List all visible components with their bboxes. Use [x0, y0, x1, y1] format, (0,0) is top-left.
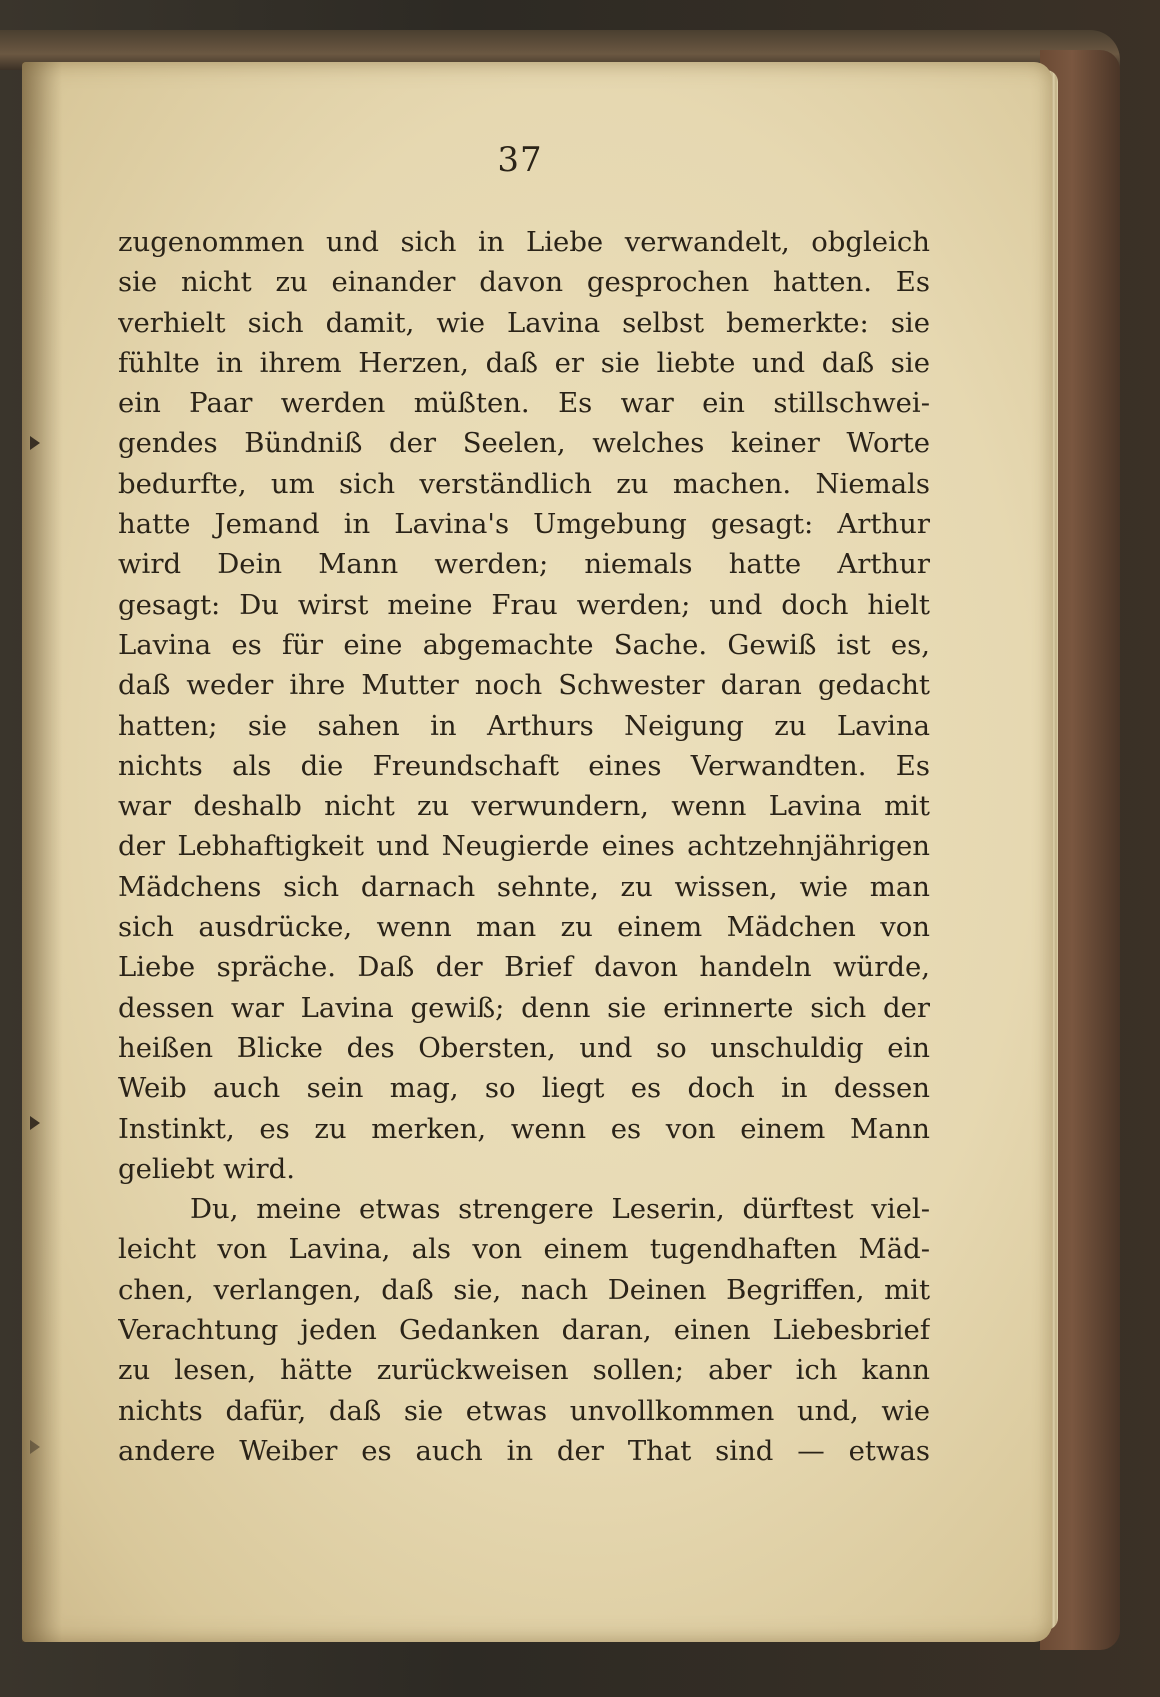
text-line: dessen war Lavina gewiß; denn sie erinnerte sich der	[118, 991, 930, 1024]
text-line: Weib auch sein mag, so liegt es doch in dessen	[118, 1072, 930, 1105]
text-line: chen, verlangen, daß sie, nach Deinen Begriffen, mit	[118, 1273, 930, 1306]
text-line: hatte Jemand in Lavina's Umgebung gesagt: Arthur	[118, 508, 930, 541]
text-line: sich ausdrücke, wenn man zu einem Mädchen von	[118, 911, 930, 944]
text-line: zu lesen, hätte zurückweisen sollen; aber ich kann	[118, 1354, 930, 1387]
text-line: bedurfte, um sich verständlich zu machen. Niemals	[118, 467, 930, 500]
margin-arrow-mark	[30, 1116, 40, 1130]
page-number: 37	[497, 140, 543, 180]
margin-arrow-mark	[30, 436, 40, 450]
text-line: Lavina es für eine abgemachte Sache. Gewiß ist es,	[118, 628, 930, 661]
text-line: verhielt sich damit, wie Lavina selbst bemerkte: sie	[118, 306, 930, 339]
text-line: gesagt: Du wirst meine Frau werden; und doch hielt	[118, 588, 930, 621]
text-line: der Lebhaftigkeit und Neugierde eines achtzehnjährigen	[118, 830, 930, 863]
body-text	[118, 222, 930, 1471]
margin-arrow-mark	[30, 1440, 40, 1454]
gutter-shadow	[22, 62, 62, 1642]
text-line: gendes Bündniß der Seelen, welches keiner Worte	[118, 427, 930, 460]
text-line: ein Paar werden müßten. Es war ein stillschwei-	[118, 387, 930, 420]
text-line: hatten; sie sahen in Arthurs Neigung zu Lavina	[118, 709, 930, 742]
text-line: heißen Blicke des Obersten, und so unschuldig ein	[118, 1031, 930, 1064]
text-line: Mädchens sich darnach sehnte, zu wissen, wie man	[118, 870, 930, 903]
text-line: wird Dein Mann werden; niemals hatte Arthur	[118, 548, 930, 581]
text-line: andere Weiber es auch in der That sind — etwas	[118, 1434, 930, 1467]
text-line: Verachtung jeden Gedanken daran, einen Liebesbrief	[118, 1314, 930, 1347]
text-line: leicht von Lavina, als von einem tugendhaften Mäd-	[118, 1233, 930, 1266]
text-line: Instinkt, es zu merken, wenn es von einem Mann	[118, 1112, 930, 1145]
text-line-paragraph-end: geliebt wird.	[118, 1152, 295, 1185]
text-line: Liebe spräche. Daß der Brief davon handeln würde,	[118, 951, 930, 984]
text-line: zugenommen und sich in Liebe verwandelt, obgleich	[118, 226, 930, 258]
text-line: daß weder ihre Mutter noch Schwester daran gedacht	[118, 669, 930, 702]
text-line: fühlte in ihrem Herzen, daß er sie liebte und daß sie	[118, 346, 930, 379]
text-line: nichts als die Freundschaft eines Verwandten. Es	[118, 749, 930, 782]
text-line-paragraph-start: Du, meine etwas strengere Leserin, dürftest viel-	[190, 1193, 930, 1226]
text-line: war deshalb nicht zu verwundern, wenn Lavina mit	[118, 790, 930, 823]
text-line: sie nicht zu einander davon gesprochen hatten. Es	[118, 266, 930, 299]
text-line: nichts dafür, daß sie etwas unvollkommen und, wie	[118, 1394, 930, 1427]
